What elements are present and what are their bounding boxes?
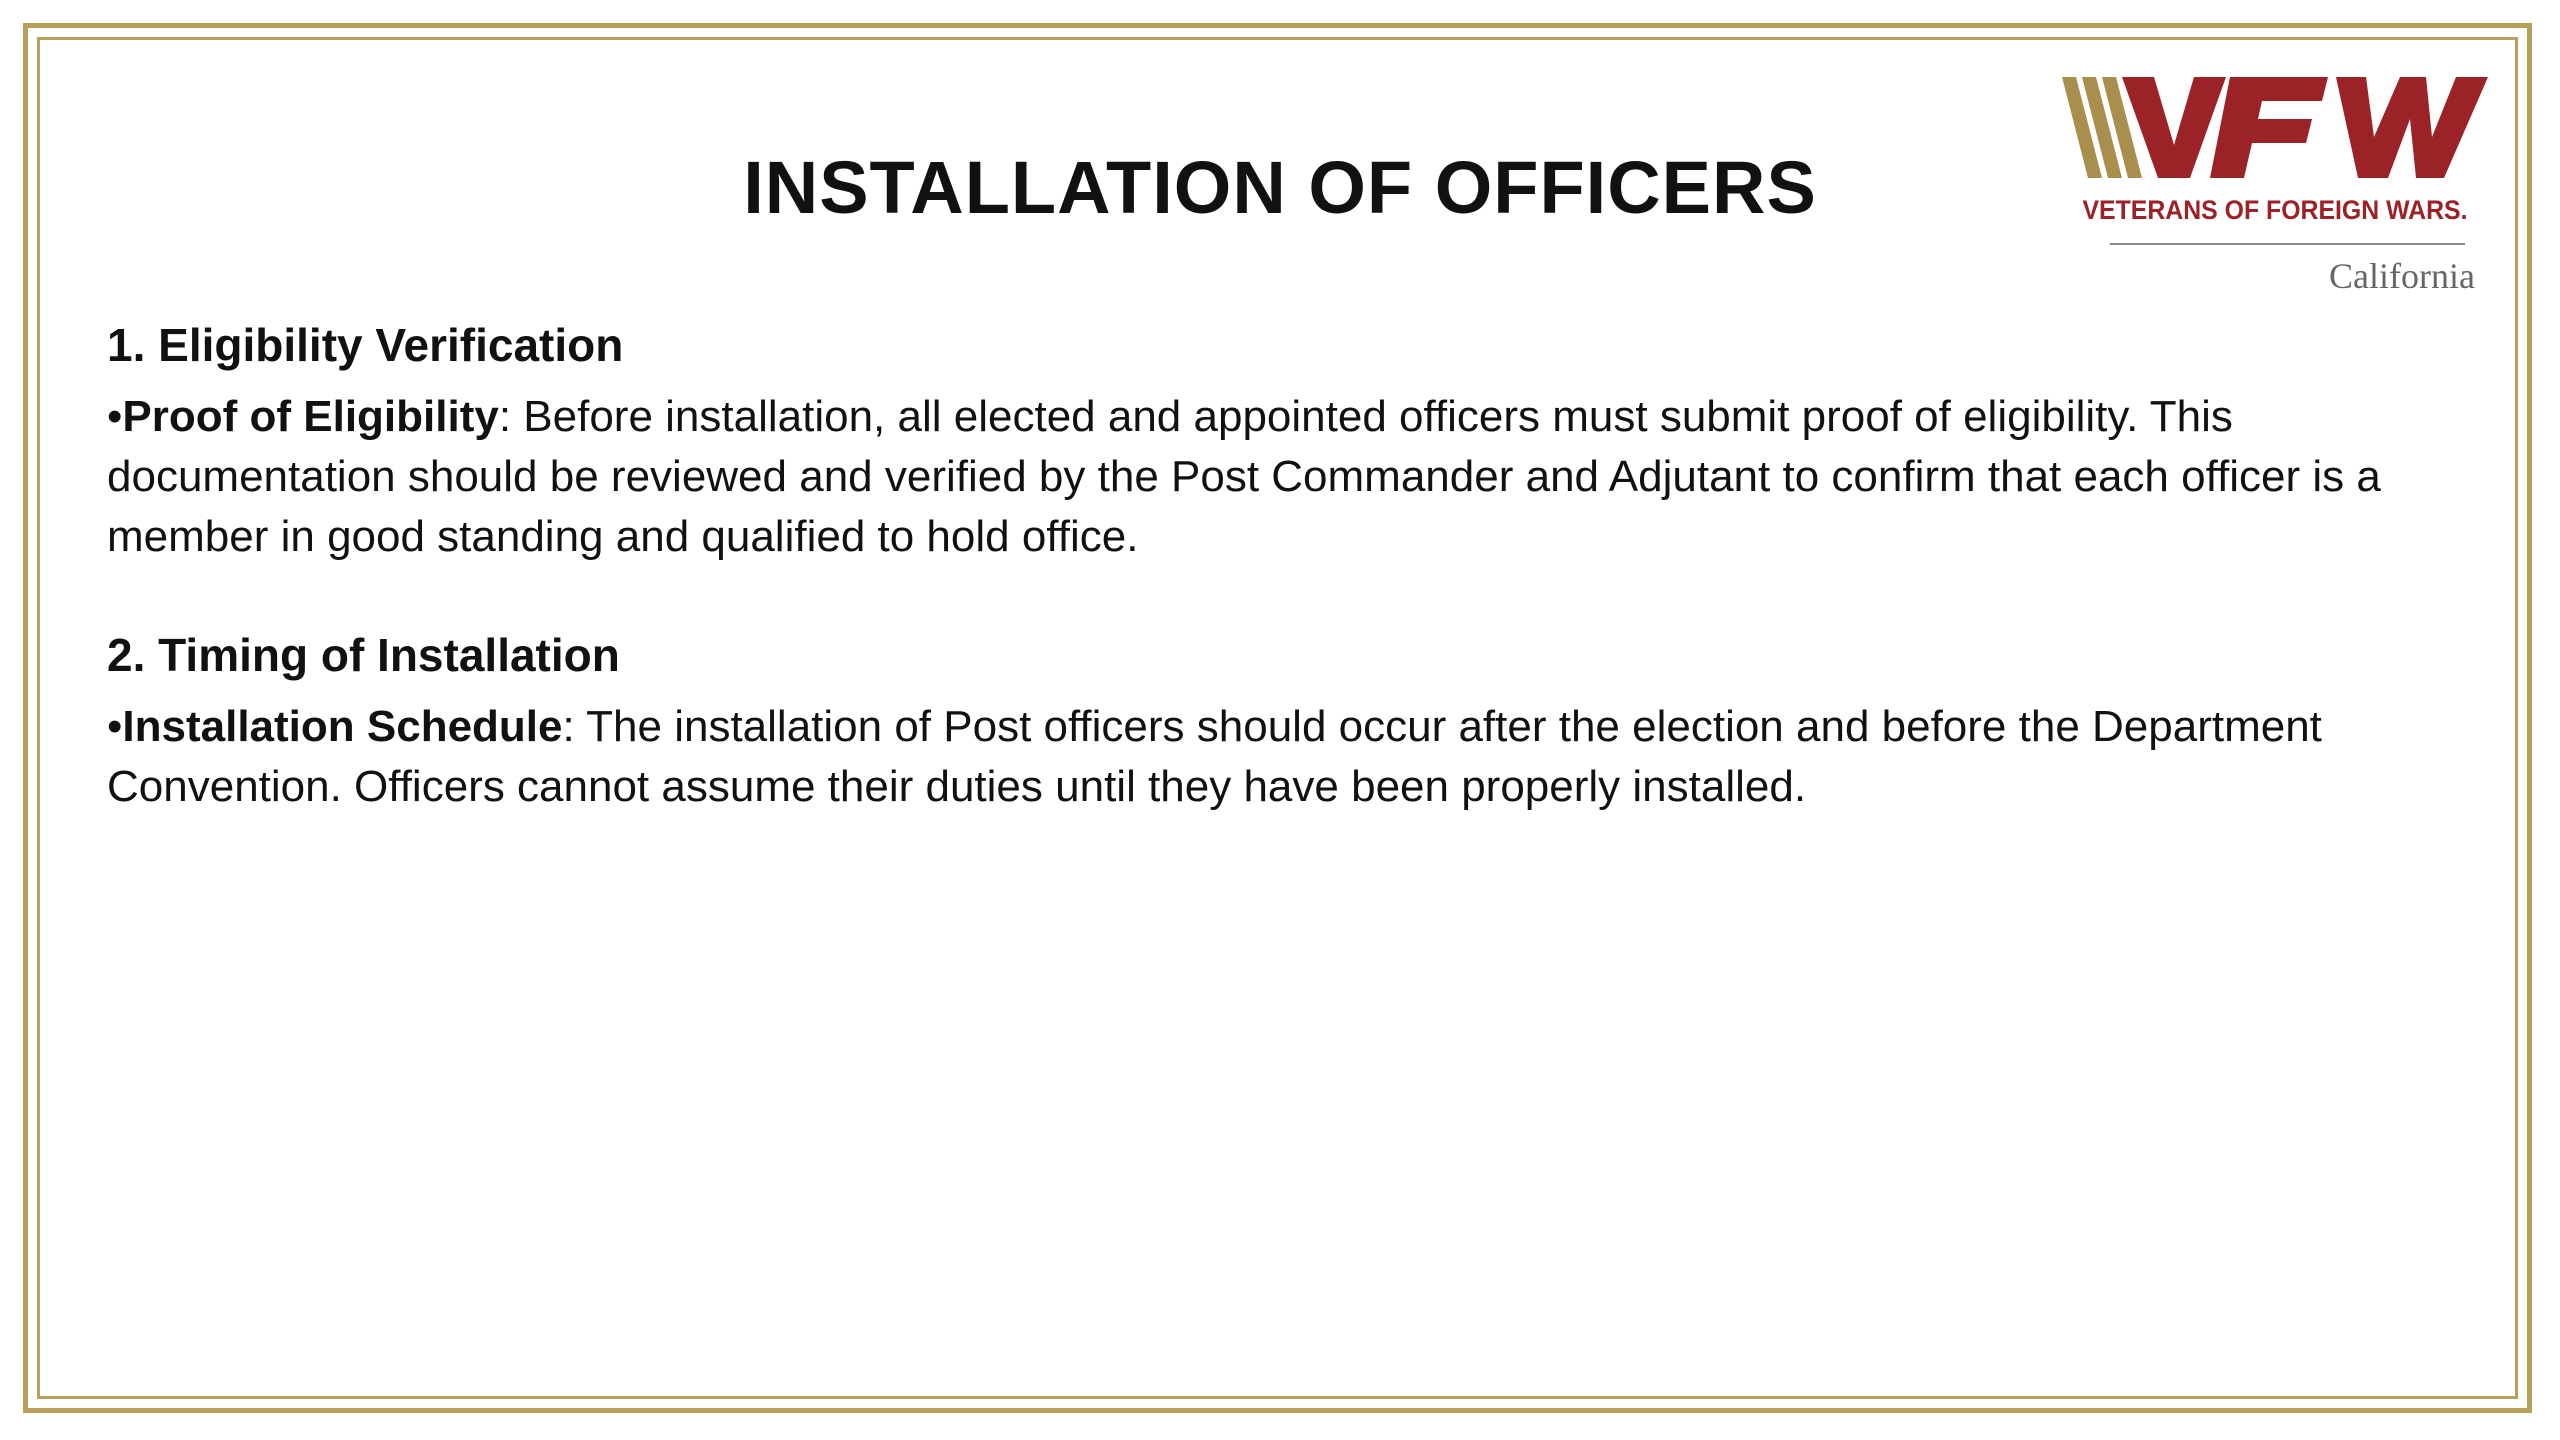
section-body [107,697,2437,817]
section-body [107,387,2437,567]
bullet-term: Proof of Eligibility [122,392,499,441]
bullet: • [107,702,123,751]
vfw-logo [2060,75,2490,305]
slide-content [107,315,2437,817]
section-timing [107,625,2437,817]
bullet-term: Installation Schedule [122,702,563,751]
bullet-text: : Before installation, all elected and appointed officers must submit proof of eligibility. This documentation should be reviewed and verified by the Post Commander and Adjutant to confirm that each officer is a member in good standing and qualified to hold office. [107,392,2381,561]
bullet-text: : The installation of Post officers should occur after the election and before the Department Convention. Officers cannot assume their duties until they have been properly installed. [107,702,2322,811]
logo-tagline: VETERANS OF FOREIGN WARS. [2082,195,2468,225]
vfw-logo-icon [2060,75,2490,190]
logo-divider [2110,243,2465,245]
slide-title: INSTALLATION OF OFFICERS [743,145,1817,229]
section-eligibility [107,315,2437,567]
section-heading: 1. Eligibility Verification [107,319,624,371]
bullet: • [107,392,123,441]
logo-state: California [2329,256,2475,296]
section-heading: 2. Timing of Installation [107,629,620,681]
